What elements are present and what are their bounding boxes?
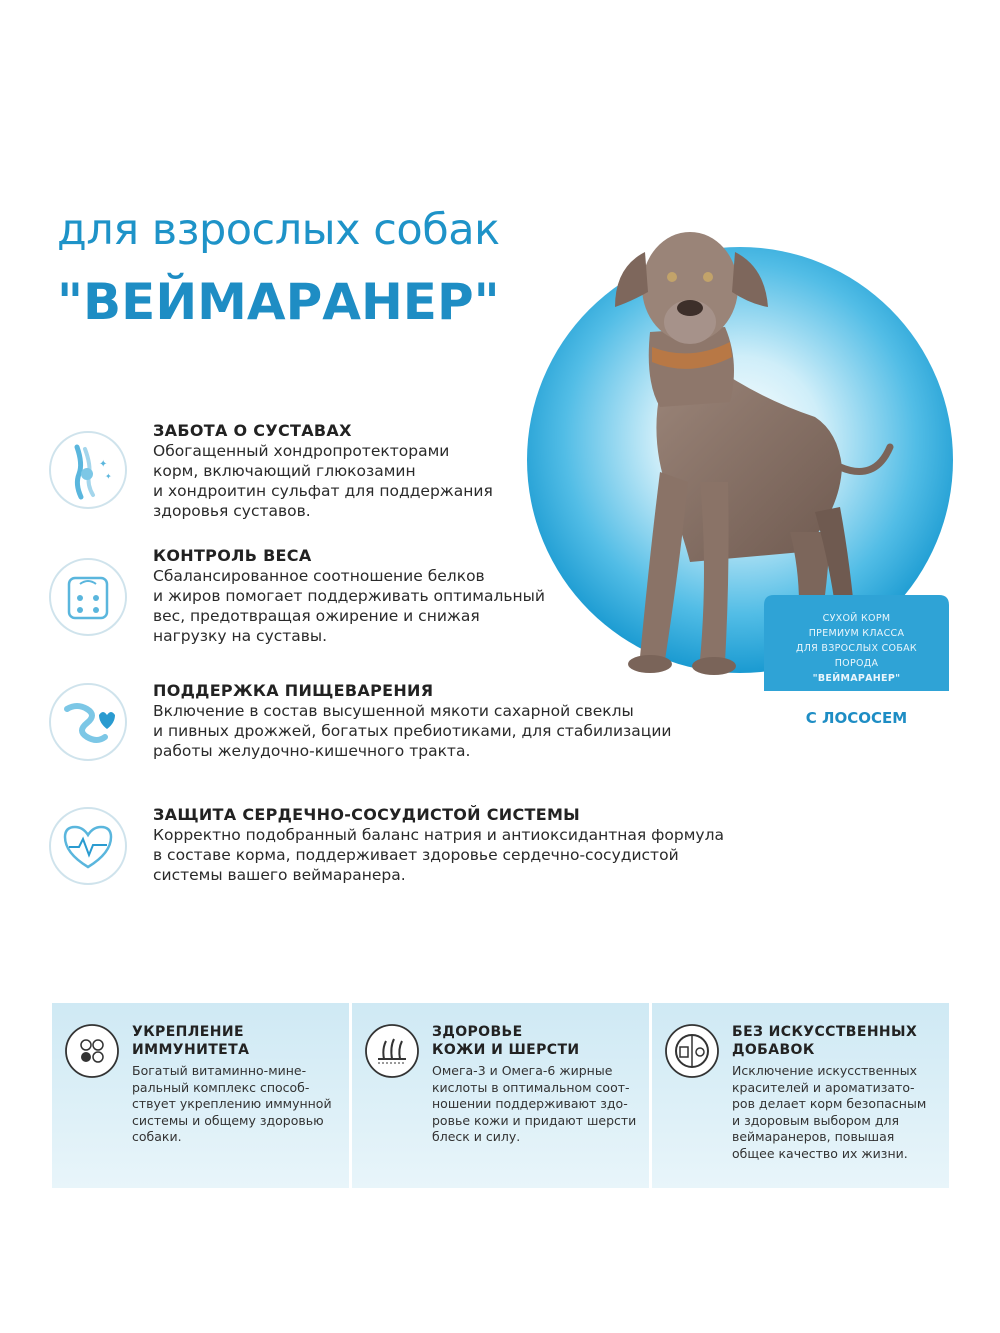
- panel-title: ЗДОРОВЬЕ КОЖИ И ШЕРСТИ: [432, 1024, 580, 1058]
- feature-text: Включение в состав высушенной мякоти сахарной свеклы и пивных дрожжей, богатых пребиотиками, для стабилизации работы желудочно-кишечного тракта.: [153, 702, 672, 760]
- badge-line: ПРЕМИУМ КЛАССА: [808, 628, 905, 639]
- panel-title: БЕЗ ИСКУССТВЕННЫХ ДОБАВОК: [732, 1024, 918, 1058]
- feature-text: Сбалансированное соотношение белков и жиров помогает поддерживать оптимальный вес, предотвращая ожирение и снижая нагрузку на суставы.: [153, 567, 545, 645]
- panel-text: Омега-3 и Омега-6 жирные кислоты в оптимальном соот- ношении поддерживают здо- ровье кожи и придают шерсти блеск и силу.: [432, 1063, 637, 1144]
- vitamins-icon: [64, 1023, 120, 1079]
- panel-text: Исключение искусственных красителей и ароматизато- ров делает корм безопасным и здоровым выбором для веймаранеров, повышая общее качество их жизни.: [732, 1063, 927, 1161]
- skin-hair-icon: [364, 1023, 420, 1079]
- panel-immunity: [52, 1003, 349, 1188]
- heart-shield-icon: [47, 805, 129, 887]
- feature-title: ПОДДЕРЖКА ПИЩЕВАРЕНИЯ: [153, 681, 434, 700]
- panel-no-additives: [652, 1003, 949, 1188]
- badge-line: ДЛЯ ВЗРОСЛЫХ СОБАК: [796, 643, 917, 654]
- svg-text:✦: ✦: [105, 472, 112, 481]
- no-additives-icon: [664, 1023, 720, 1079]
- product-badge: [764, 595, 949, 785]
- feature-text: Корректно подобранный баланс натрия и антиоксидантная формула в составе корма, поддерживает здоровье сердечно-сосудистой системы вашего веймаранера.: [153, 826, 725, 884]
- panel-text: Богатый витаминно-мине- ральный комплекс способ- ствует укреплению иммунной системы и общему здоровью собаки.: [132, 1063, 332, 1144]
- breed-title: "ВЕЙМАРАНЕР": [57, 273, 500, 331]
- badge-breed: "ВЕЙМАРАНЕР": [812, 673, 901, 684]
- svg-text:✦: ✦: [99, 459, 108, 470]
- feature-title: ЗАЩИТА СЕРДЕЧНО-СОСУДИСТОЙ СИСТЕМЫ: [153, 805, 581, 824]
- badge-line: СУХОЙ КОРМ: [822, 613, 891, 624]
- digestion-icon: [47, 681, 129, 763]
- feature-text: Обогащенный хондропротекторами корм, включающий глюкозамин и хондроитин сульфат для поддержания здоровья суставов.: [153, 442, 493, 520]
- panel-skin: [352, 1003, 649, 1188]
- scale-paw-icon: [47, 556, 129, 638]
- badge-line: ПОРОДА: [834, 658, 879, 669]
- joint-icon: [47, 429, 129, 511]
- subtitle-heading: для взрослых собак: [57, 205, 500, 255]
- panel-title: УКРЕПЛЕНИЕ ИММУНИТЕТА: [132, 1024, 250, 1058]
- badge-flavor: С ЛОСОСЕМ: [805, 709, 908, 727]
- feature-title: КОНТРОЛЬ ВЕСА: [153, 546, 312, 565]
- feature-title: ЗАБОТА О СУСТАВАХ: [153, 421, 352, 440]
